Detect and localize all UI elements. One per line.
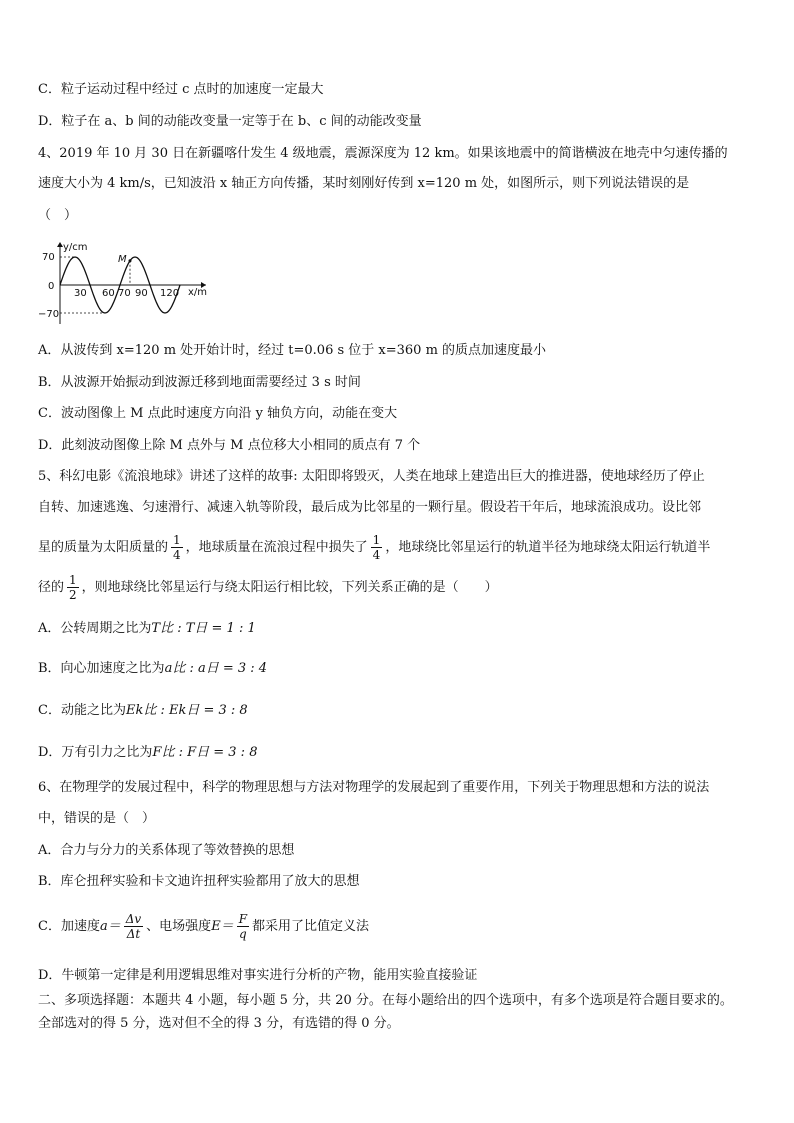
q5-stem-3: [38, 531, 710, 565]
section2-heading-2: 全部选对的得 5 分，选对但不全的得 3 分，有选错的得 0 分。: [38, 1016, 400, 1031]
q4-option-d: D．此刻波动图像上除 M 点外与 M 点位移大小相同的质点有 7 个: [38, 438, 421, 453]
q5-option-b-math: a比 : a日 = 3 : 4: [164, 661, 268, 676]
q5-option-a: A．公转周期之比为T比 : T日 = 1 : 1: [38, 621, 256, 636]
q6-option-d: D．牛顿第一定律是利用逻辑思维对事实进行分析的产物，能用实验直接验证: [38, 968, 478, 983]
q4-option-c: C．波动图像上 M 点此时速度方向沿 y 轴负方向，动能在变大: [38, 406, 398, 421]
x-tick-70: 70: [118, 288, 131, 299]
q5-stem-4: [38, 571, 498, 605]
q3-option-d: D．粒子在 a、b 间的动能改变量一定等于在 b、c 间的动能改变量: [38, 114, 422, 129]
y-tick-70: 70: [42, 252, 55, 263]
x-tick-30: 30: [74, 288, 87, 299]
q3-option-c: C．粒子运动过程中经过 c 点时的加速度一定最大: [38, 82, 324, 97]
q6-option-a: A．合力与分力的关系体现了等效替换的思想: [38, 843, 295, 858]
y-tick-neg70: −70: [38, 309, 60, 320]
fraction-one-half: $\frac{1}{2}$: [69, 573, 77, 602]
q5-stem-4-part2: ，则地球绕比邻星运行与绕太阳运行相比较，下列关系正确的是（ ）: [81, 580, 498, 595]
q5-stem-1: 5、科幻电影《流浪地球》讲述了这样的故事: 太阳即将毁灭，人类在地球上建造出巨大的推进器，使地球经历了停止: [38, 469, 705, 484]
x-tick-60: 60: [102, 288, 115, 299]
q4-stem-3: （ ）: [38, 208, 78, 223]
q5-stem-3-part1: 星的质量为太阳质量的: [38, 540, 169, 555]
fraction-one-quarter-2: $\frac{1}{4}$: [372, 533, 381, 562]
q6-option-c: C．加速度a＝ $\frac{\Delta v}{\Delta t}$ 、电场强度E＝ $\frac{F}{q}$ 都采用了比值定义法: [38, 912, 370, 941]
q5-option-b: B．向心加速度之比为a比 : a日 = 3 : 4: [38, 661, 268, 676]
q5-option-c: C．动能之比为Ek比 : Ek日 = 3 : 8: [38, 703, 248, 718]
fraction-one-quarter: $\frac{1}{4}$: [173, 533, 181, 562]
q6-stem-1: 6、在物理学的发展过程中，科学的物理思想与方法对物理学的发展起到了重要作用，下列关于物理思想和方法的说法: [38, 780, 710, 795]
q4-stem-2: 速度大小为 4 km/s，已知波沿 x 轴正方向传播，某时刻刚好传到 x=120 m 处，如图所示，则下列说法错误的是: [38, 176, 690, 191]
q6-option-b: B．库仑扭秤实验和卡文迪许扭秤实验都用了放大的思想: [38, 874, 360, 889]
q6-stem-2: 中，错误的是（ ）: [38, 811, 156, 826]
wave-graph: [38, 240, 213, 330]
y-axis-label: y/cm: [63, 242, 88, 253]
x-tick-90: 90: [135, 288, 148, 299]
q5-stem-3-part2: ，地球质量在流浪过程中损失了: [185, 540, 368, 555]
q4-option-b: B．从波源开始振动到波源迁移到地面需要经过 3 s 时间: [38, 375, 361, 390]
y-tick-0: 0: [48, 281, 55, 292]
fraction-dv-dt: $\frac{\Delta v}{\Delta t}$: [125, 912, 142, 941]
q5-stem-3-part3: ，地球绕比邻星运行的轨道半径为地球绕太阳运行轨道半: [385, 540, 711, 555]
section2-heading-1: 二、多项选择题：本题共 4 小题，每小题 5 分，共 20 分。在每小题给出的四个选项中，有多个选项是符合题目要求的。: [38, 993, 733, 1008]
point-m-marker: [129, 259, 132, 262]
x-tick-120: 120: [160, 288, 180, 299]
q4-option-a: A．从波传到 x=120 m 处开始计时，经过 t=0.06 s 位于 x=360 m 的质点加速度最小: [38, 343, 547, 358]
q4-stem-1: 4、2019 年 10 月 30 日在新疆喀什发生 4 级地震，震源深度为 12 km。如果该地震中的简谐横波在地壳中匀速传播的: [38, 146, 728, 161]
q5-option-c-math: Ek比 : Ek日 = 3 : 8: [125, 703, 248, 718]
point-m-label: M: [118, 254, 127, 265]
q5-stem-4-part1: 径的: [38, 580, 65, 595]
q5-option-d: D．万有引力之比为F比 : F日 = 3 : 8: [38, 745, 258, 760]
fraction-f-q: $\frac{F}{q}$: [238, 912, 248, 941]
q5-stem-2: 自转、加速逃逸、匀速滑行、减速入轨等阶段，最后成为比邻星的一颗行星。假设若干年后，地球流浪成功。设比邻: [38, 500, 702, 515]
q5-option-a-math: T比 : T日 = 1 : 1: [151, 621, 256, 636]
q5-option-d-math: F比 : F日 = 3 : 8: [152, 745, 258, 760]
x-axis-label: x/m: [188, 287, 208, 298]
